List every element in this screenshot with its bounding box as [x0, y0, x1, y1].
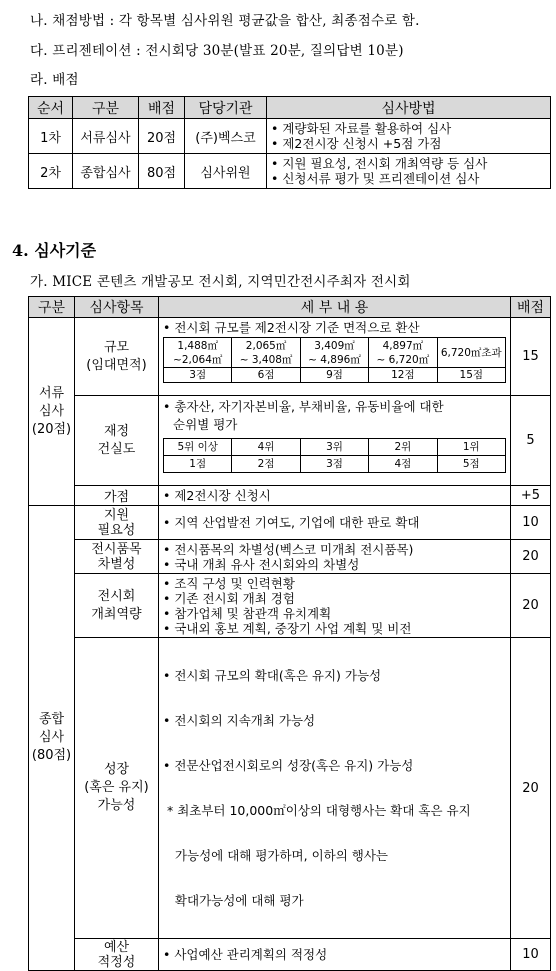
table-row — [29, 486, 551, 506]
row-methods: • 지원 필요성, 전시회 개최역량 등 심사 • 신청서류 평가 및 프리젠테이션 심사 — [267, 154, 551, 189]
detail-finance: • 총자산, 자기자본비율, 부채비율, 유동비율에 대한 순위별 평가 5위 이상 4위 3위 2위 1위 1점 2점 3점 4점 5점 — [159, 396, 511, 486]
detail-budget: • 사업예산 관리계획의 적정성 — [159, 939, 511, 971]
table-row — [29, 638, 551, 939]
points-cell: 3점 — [164, 368, 232, 383]
score-budget: 10 — [511, 939, 551, 971]
range-cell: 2,065㎡ ~ 3,408㎡ — [232, 338, 300, 368]
points-cell: 15점 — [437, 368, 505, 383]
header-type: 구분 — [73, 97, 139, 119]
header-item: 심사항목 — [75, 297, 159, 318]
points-cell: 6점 — [232, 368, 300, 383]
range-cell: 4,897㎡ ~ 6,720㎡ — [369, 338, 437, 368]
header-score: 배점 — [139, 97, 185, 119]
section-title: 4. 심사기준 — [12, 241, 97, 260]
range-cell: 6,720㎡초과 — [437, 338, 505, 368]
item-growth: 성장 (혹은 유지) 가능성 — [75, 638, 159, 939]
rank-cell: 4위 — [232, 439, 300, 456]
group-comprehensive-review: 종합 심사 (80점) — [29, 506, 75, 971]
points-cell: 12점 — [369, 368, 437, 383]
points-cell: 5점 — [437, 456, 505, 473]
score-distinct: 20 — [511, 540, 551, 574]
detail-need: • 지역 산업발전 기여도, 기업에 대한 판로 확대 — [159, 506, 511, 540]
table-row — [29, 506, 551, 540]
finance-rank-table — [163, 438, 506, 473]
points-cell: 1점 — [164, 456, 232, 473]
header-detail: 세 부 내 용 — [159, 297, 511, 318]
detail-size: • 전시회 규모를 제2전시장 기준 면적으로 환산 1,488㎡ ~2,064㎡ 2,065㎡ ~ 3,408㎡ 3,409㎡ ~ 4,896㎡ 4,897㎡ ~ 6,720㎡ 6,720㎡초과 3점 6점 9점 12점 15점 — [159, 318, 511, 396]
table-row — [29, 574, 551, 638]
group-document-review: 서류 심사 (20점) — [29, 318, 75, 506]
score-need: 10 — [511, 506, 551, 540]
table-row — [29, 396, 551, 486]
table-row — [29, 540, 551, 574]
item-distinct: 전시품목 차별성 — [75, 540, 159, 574]
row-methods: • 계량화된 자료를 활용하여 심사 • 제2전시장 신청시 +5점 가점 — [267, 119, 551, 154]
item-budget: 예산 적정성 — [75, 939, 159, 971]
range-cell: 3,409㎡ ~ 4,896㎡ — [300, 338, 368, 368]
points-cell: 4점 — [369, 456, 437, 473]
score-finance: 5 — [511, 396, 551, 486]
row-type: 종합심사 — [73, 154, 139, 189]
header-org: 담당기관 — [185, 97, 267, 119]
score-growth: 20 — [511, 638, 551, 939]
table-row — [29, 318, 551, 396]
item-finance: 재정 건실도 — [75, 396, 159, 486]
criteria-table — [28, 296, 551, 971]
scoring-method-line: 나. 채점방법 : 각 항목별 심사위원 평균값을 합산, 최종점수로 함. — [30, 13, 420, 29]
header-order: 순서 — [29, 97, 73, 119]
header-points: 배점 — [511, 297, 551, 318]
points-cell: 2점 — [232, 456, 300, 473]
detail-distinct: • 전시품목의 차별성(벡스코 미개최 전시품목) • 국내 개최 유사 전시회와의 차별성 — [159, 540, 511, 574]
row-order: 1차 — [29, 119, 73, 154]
item-bonus: 가점 — [75, 486, 159, 506]
detail-capability: • 조직 구성 및 인력현황 • 기존 전시회 개최 경험 • 참가업체 및 참관객 유치계획 • 국내외 홍보 계획, 중장기 사업 계획 및 비전 — [159, 574, 511, 638]
table-row — [29, 119, 551, 154]
header-method: 심사방법 — [267, 97, 551, 119]
presentation-line: 다. 프리젠테이션 : 전시회당 30분(발표 20분, 질의답변 10분) — [30, 43, 404, 59]
points-cell: 9점 — [300, 368, 368, 383]
size-range-table — [163, 337, 506, 383]
row-score: 20점 — [139, 119, 185, 154]
score-capability: 20 — [511, 574, 551, 638]
range-cell: 1,488㎡ ~2,064㎡ — [164, 338, 232, 368]
table-row — [29, 939, 551, 971]
rank-cell: 2위 — [369, 439, 437, 456]
item-capability: 전시회 개최역량 — [75, 574, 159, 638]
score-size: 15 — [511, 318, 551, 396]
row-order: 2차 — [29, 154, 73, 189]
header-category: 구분 — [29, 297, 75, 318]
table-row — [29, 154, 551, 189]
item-need: 지원 필요성 — [75, 506, 159, 540]
item-size: 규모 (임대면적) — [75, 318, 159, 396]
score-bonus: +5 — [511, 486, 551, 506]
rank-cell: 5위 이상 — [164, 439, 232, 456]
row-org: 심사위원 — [185, 154, 267, 189]
row-score: 80점 — [139, 154, 185, 189]
row-type: 서류심사 — [73, 119, 139, 154]
rank-cell: 1위 — [437, 439, 505, 456]
detail-bonus: • 제2전시장 신청시 — [159, 486, 511, 506]
row-org: (주)벡스코 — [185, 119, 267, 154]
detail-growth: • 전시회 규모의 확대(혹은 유지) 가능성 • 전시회의 지속개최 가능성 • 전문산업전시회로의 성장(혹은 유지) 가능성 * 최초부터 10,000㎡이상의 대형행사는 확대 혹은 유지 가능성에 대해 평가하며, 이하의 행사는 확대가능성에 대해 평가 — [159, 638, 511, 939]
points-cell: 3점 — [300, 456, 368, 473]
subsection-line: 가. MICE 콘텐츠 개발공모 전시회, 지역민간전시주최자 전시회 — [30, 274, 411, 290]
rank-cell: 3위 — [300, 439, 368, 456]
allocation-table — [28, 96, 551, 189]
allocation-line: 라. 배점 — [30, 72, 79, 88]
